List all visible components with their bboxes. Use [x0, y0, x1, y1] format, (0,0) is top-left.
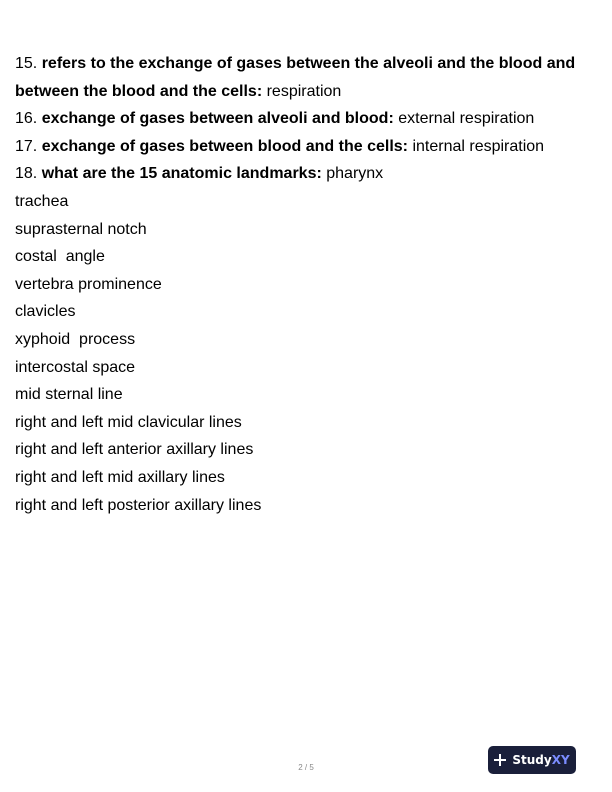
landmark-item: costal angle	[15, 248, 105, 266]
qa-item-16	[15, 105, 595, 133]
qa-item-18	[15, 160, 595, 188]
answer-text: respiration	[262, 82, 342, 100]
item-number: 15.	[15, 55, 42, 72]
document-body	[15, 50, 595, 519]
brand-suffix: XY	[551, 753, 570, 767]
landmark-item: trachea	[15, 192, 69, 210]
question-text: refers to the exchange of gases between the alveoli and the blood and between the blood and the cells:	[15, 55, 580, 100]
qa-item-17	[15, 133, 595, 161]
landmark-item: xyphoid process	[15, 330, 136, 348]
landmark-item: vertebra prominence	[15, 275, 162, 293]
item-number: 17.	[15, 137, 42, 155]
landmark-item: right and left mid axillary lines	[15, 468, 225, 486]
question-text: exchange of gases between alveoli and blood:	[41, 110, 394, 128]
landmark-item: suprasternal notch	[15, 220, 147, 238]
brand-prefix: Study	[512, 753, 552, 767]
landmark-item: clavicles	[15, 303, 76, 321]
question-text: what are the 15 anatomic landmarks:	[41, 165, 322, 183]
item-number: 16.	[15, 110, 42, 128]
landmark-item: right and left mid clavicular lines	[15, 413, 242, 431]
plus-icon	[494, 754, 506, 766]
answer-text: external respiration	[393, 110, 535, 128]
landmark-item: right and left anterior axillary lines	[15, 441, 254, 459]
landmark-item: mid sternal line	[15, 386, 123, 404]
answer-text: pharynx	[321, 165, 384, 183]
studyxy-logo[interactable]	[488, 746, 576, 774]
item-number: 18.	[15, 165, 42, 183]
landmark-item: right and left posterior axillary lines	[15, 496, 262, 514]
landmark-item: intercostal space	[15, 358, 136, 376]
question-text: exchange of gases between blood and the cells:	[41, 137, 408, 155]
brand-name	[512, 753, 569, 767]
qa-item-15	[15, 50, 595, 105]
page-number: 2 / 5	[298, 763, 314, 772]
answer-text: internal respiration	[408, 137, 545, 155]
